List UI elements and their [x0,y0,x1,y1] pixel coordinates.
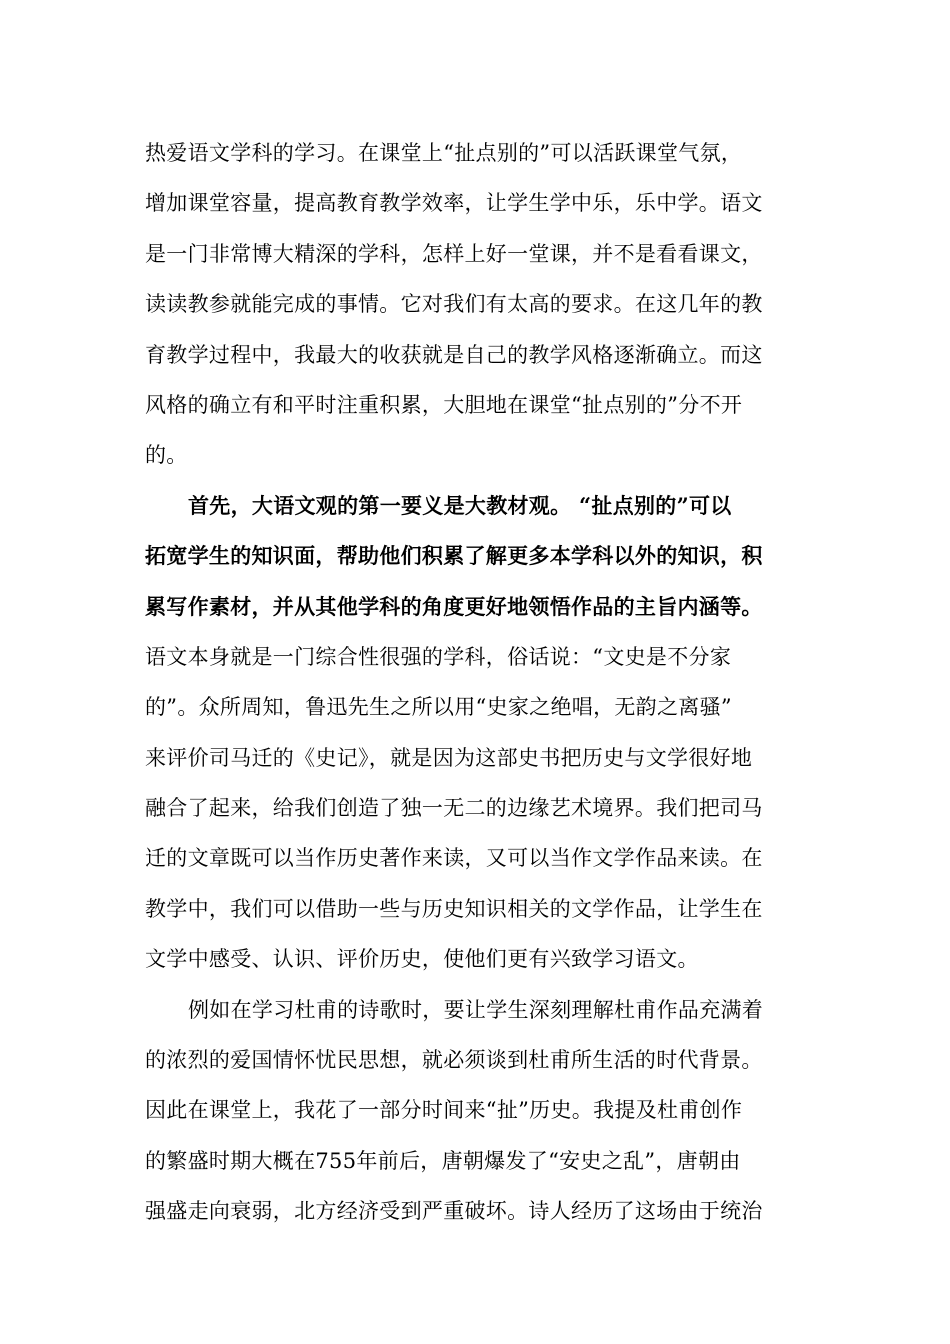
text-line: 的繁盛时期大概在755年前后，唐朝爆发了“安史之乱”，唐朝由 [145,1148,741,1173]
text-line: 文学中感受、认识、评价历史，使他们更有兴致学习语文。 [145,947,699,972]
text-line: 因此在课堂上，我花了一部分时间来“扯”历史。我提及杜甫创作 [145,1098,743,1123]
document-body [145,128,800,1237]
text-line: 的浓烈的爱国情怀忧民思想，就必须谈到杜甫所生活的时代背景。 [145,1048,763,1073]
text-line: 累写作素材，并从其他学科的角度更好地领悟作品的主旨内涵等。 [145,593,763,619]
text-line: 是一门非常博大精深的学科，怎样上好一堂课，并不是看看课文， [145,241,763,266]
text-line: 强盛走向衰弱，北方经济受到严重破坏。诗人经历了这场由于统治 [145,1199,763,1224]
text-line: 育教学过程中，我最大的收获就是自己的教学风格逐渐确立。而这 [145,342,763,367]
text-line: 教学中，我们可以借助一些与历史知识相关的文学作品，让学生在 [145,896,763,921]
paragraph-4 [145,985,800,1237]
text-line: 拓宽学生的知识面，帮助他们积累了解更多本学科以外的知识，积 [145,543,763,569]
text-line: 首先，大语文观的第一要义是大教材观。 “扯点别的”可以 [188,492,732,518]
text-line: 热爱语文学科的学习。在课堂上“扯点别的”可以活跃课堂气氛， [145,141,743,165]
text-line: 增加课堂容量，提高教育教学效率，让学生学中乐，乐中学。语文 [145,191,763,216]
text-line: 风格的确立有和平时注重积累，大胆地在课堂“扯点别的”分不开 [145,392,743,417]
text-line: 例如在学习杜甫的诗歌时，要让学生深刻理解杜甫作品充满着 [188,997,764,1022]
text-line: 语文本身就是一门综合性很强的学科，俗话说：“文史是不分家 [145,644,732,669]
paragraph-3 [145,632,800,985]
paragraph-2 [145,481,800,632]
paragraph-1 [145,128,800,481]
text-line: 融合了起来，给我们创造了独一无二的边缘艺术境界。我们把司马 [145,796,763,821]
text-line: 的。 [145,443,188,468]
text-line: 读读教参就能完成的事情。它对我们有太高的要求。在这几年的教 [145,292,763,317]
text-line: 迁的文章既可以当作历史著作来读，又可以当作文学作品来读。在 [145,846,763,871]
text-line: 的”。众所周知，鲁迅先生之所以用“史家之绝唱，无韵之离骚” [145,695,732,720]
text-line: 来评价司马迁的《史记》，就是因为这部史书把历史与文学很好地 [145,745,753,770]
